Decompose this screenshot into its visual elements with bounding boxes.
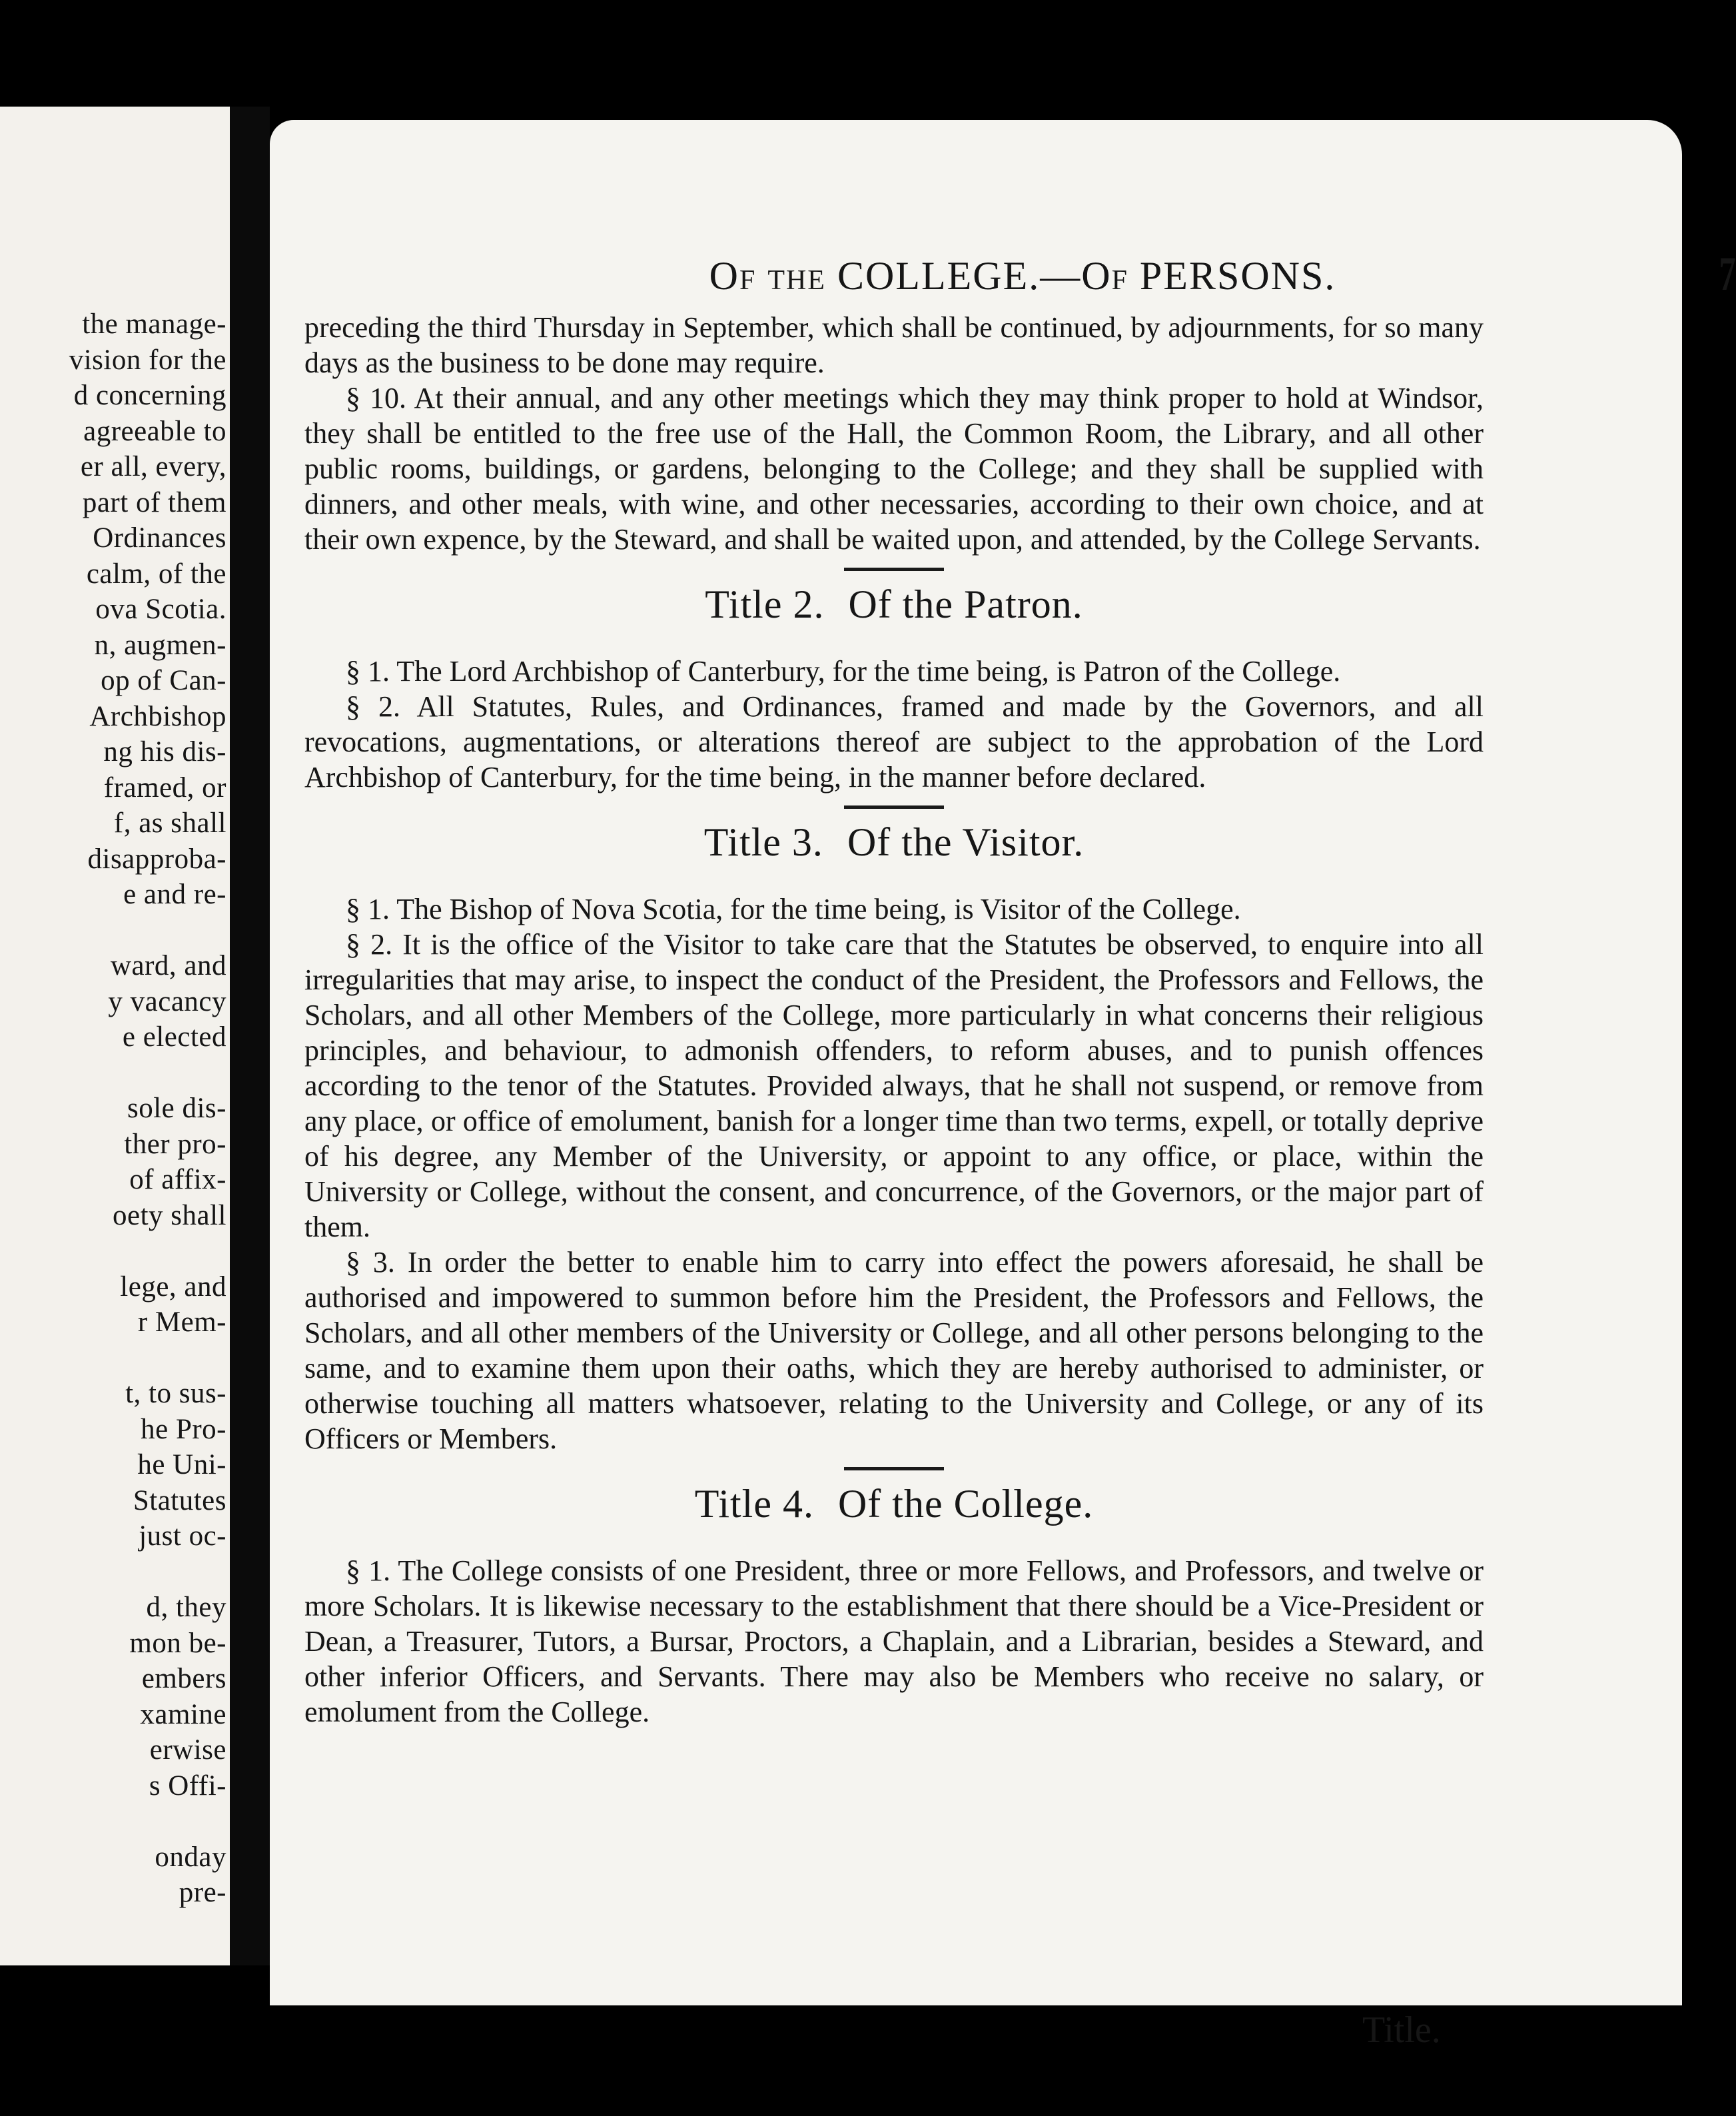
book-gutter (230, 107, 270, 1965)
running-title: Of the COLLEGE.—Of PERSONS. (709, 254, 1336, 298)
title-2-number: Title 2. (705, 582, 825, 626)
title-3-section-2: § 2. It is the office of the Visitor to take care that the Statutes be observed, to enquire into all irregularities that may arise, to inspect the conduct of the President, the Professors and Fellows, the Scholars, and all other Members of the College, more particularly in what concerns their religious principles, and behaviour, to admonish offenders, to reform abuses, and to punish offences according to the tenor of the Statutes. Provided always, that he shall not suspend, or remove from any place, or office of emolument, banish for a longer time than two terms, expell, or totally deprive of his degree, any Member of the University, or appoint to any office, or place, within the University or College, without the consent, and concurrence, of the Governors, or the major part of them. (304, 928, 1484, 1243)
left-page-line: mon be- (129, 1627, 226, 1659)
left-facing-page (0, 107, 232, 1965)
title-4-section-1: § 1. The College consists of one President, three or more Fellows, and Professors, and twelve or more Scholars. It is likewise necessary to the establishment that there should be a Vice-President or Dean, a Treasurer, Tutors, a Bursar, Proctors, a Chaplain, and a Librarian, besides a Steward, and other inferior Officers, and Servants. There may also be Members who receive no salary, or emolument from the College. (304, 1554, 1484, 1728)
running-header (536, 247, 1736, 306)
left-page-line: e elected (122, 1021, 226, 1053)
left-page-text-column (0, 306, 226, 1911)
left-page-line: ng his dis- (103, 736, 226, 768)
title-2-name: Of the Patron. (848, 582, 1083, 626)
left-page-line: lege, and (120, 1271, 226, 1303)
left-page-line: t, to sus- (125, 1378, 226, 1409)
left-page-line: f, as shall (113, 807, 226, 839)
left-page-line: er all, every, (80, 451, 226, 482)
continuation-paragraph: preceding the third Thursday in September, which shall be continued, by adjournments, for so many days as the business to be done may require. (304, 311, 1484, 379)
left-page-line (0, 913, 226, 949)
left-page-line: framed, or (103, 772, 226, 803)
left-page-line: onday (155, 1841, 226, 1873)
title-4-name: Of the College. (837, 1482, 1094, 1526)
section-rule (844, 805, 944, 809)
left-page-line: disapproba- (87, 843, 226, 875)
left-page-line: n, augmen- (94, 629, 226, 661)
left-page-line: the manage- (82, 308, 226, 340)
left-page-line: oety shall (113, 1199, 226, 1231)
section-rule (844, 1467, 944, 1470)
left-page-line (0, 1554, 226, 1590)
page-body (304, 310, 1484, 1730)
left-page-line: ward, and (110, 950, 226, 981)
left-page-line: vision for the (69, 344, 226, 376)
left-page-line: r Mem- (137, 1307, 226, 1338)
catchword: Title. (1362, 2009, 1441, 2051)
title-2-heading (304, 578, 1484, 631)
left-page-line: ova Scotia. (95, 594, 226, 625)
left-page-line: y vacancy (108, 985, 226, 1017)
left-page-line: just oc- (139, 1520, 226, 1552)
section-10-paragraph: § 10. At their annual, and any other meetings which they may think proper to hold at Windsor, they shall be entitled to the free use of the Hall, the Common Room, the Library, and all other public rooms, buildings, or gardens, belonging to the College; and they shall be supplied with dinners, and other meals, with wine, and other necessaries, according to their own choice, and at their own expence, by the Steward, and shall be waited upon, and attended, by the College Servants. (304, 382, 1484, 556)
page-number: 7 (1719, 247, 1736, 300)
left-page-line: op of Can- (101, 665, 226, 696)
left-page-line: Statutes (133, 1484, 226, 1516)
left-page-line: of affix- (129, 1164, 226, 1195)
title-3-heading (304, 815, 1484, 869)
section-rule (844, 568, 944, 571)
title-2-section-1: § 1. The Lord Archbishop of Canterbury, for the time being, is Patron of the College. (346, 655, 1341, 688)
left-page-line: s Offi- (149, 1770, 226, 1802)
title-3-section-3: § 3. In order the better to enable him to carry into effect the powers aforesaid, he shall be authorised and impowered to summon before him the President, the Professors and Fellows, the Scholars, and all other members of the University or College, and all other persons belonging to the same, and to examine them upon their oaths, which they are hereby authorised to administer, or otherwise touching all matters whatsoever, relating to the University and College, or any of its Officers or Members. (304, 1246, 1484, 1455)
title-3-name: Of the Visitor. (847, 820, 1085, 864)
left-page-line: agreeable to (83, 415, 226, 447)
title-4-heading (304, 1477, 1484, 1530)
left-page-line (0, 1340, 226, 1376)
left-page-line: e and re- (123, 879, 226, 910)
left-page-line: Ordinances (93, 522, 226, 554)
left-page-line: ther pro- (124, 1128, 226, 1160)
main-page (270, 120, 1736, 2051)
left-page-line: xamine (140, 1698, 226, 1730)
left-page-line (0, 1233, 226, 1269)
left-page-line: d concerning (73, 380, 226, 411)
title-3-section-1: § 1. The Bishop of Nova Scotia, for the time being, is Visitor of the College. (346, 893, 1241, 925)
left-page-line: part of them (82, 486, 226, 518)
left-page-line: calm, of the (86, 558, 226, 590)
left-page-line: sole dis- (127, 1093, 226, 1124)
left-page-line: he Pro- (141, 1413, 226, 1445)
left-page-line: he Uni- (137, 1449, 226, 1480)
title-3-number: Title 3. (703, 820, 823, 864)
left-page-line: erwise (149, 1734, 226, 1766)
left-page-line: Archbishop (89, 700, 226, 732)
left-page-line (0, 1055, 226, 1091)
title-4-number: Title 4. (694, 1482, 814, 1526)
left-page-line (0, 1804, 226, 1840)
left-page-line: embers (141, 1663, 226, 1694)
left-page-line: pre- (179, 1877, 226, 1908)
left-page-line: d, they (146, 1592, 226, 1623)
title-2-section-2: § 2. All Statutes, Rules, and Ordinances, framed and made by the Governors, and all revocations, augmentations, or alterations thereof are subject to the approbation of the Lord Archbishop of Canterbury, for the time being, in the manner before declared. (304, 690, 1484, 794)
